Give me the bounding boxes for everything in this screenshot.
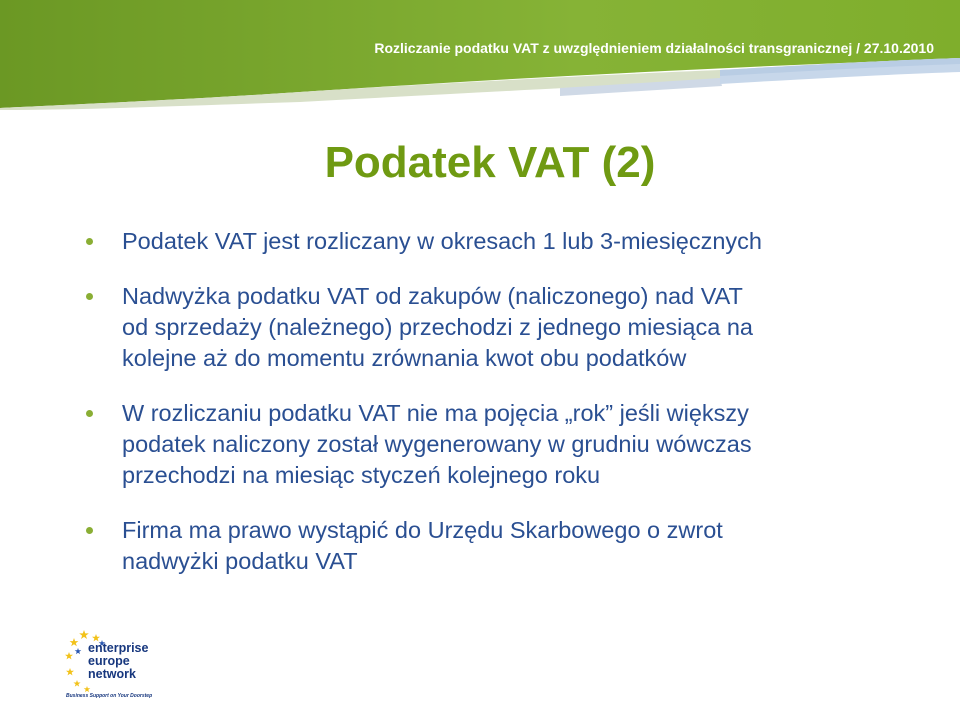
bullet-line: Nadwyżka podatku VAT od zakupów (naliczonego) nad VAT	[122, 283, 743, 309]
logo-wordmark: enterprise europe network	[88, 641, 149, 681]
bullet-line: podatek naliczony został wygenerowany w grudniu wówczas	[122, 431, 752, 457]
enterprise-europe-network-logo	[62, 628, 152, 702]
bullet-item	[86, 515, 886, 577]
bullet-line: przechodzi na miesiąc styczeń kolejnego roku	[122, 462, 601, 488]
bullet-item	[86, 226, 886, 257]
bullet-line: Firma ma prawo wystąpić do Urzędu Skarbowego o zwrot	[122, 517, 723, 543]
logo-tagline: Business Support on Your Doorstep	[66, 693, 153, 699]
bullet-line: kolejne aż do momentu zrównania kwot obu podatków	[122, 345, 687, 371]
bullet-line: W rozliczaniu podatku VAT nie ma pojęcia „rok” jeśli większy	[122, 400, 749, 426]
bullet-line: Podatek VAT jest rozliczany w okresach 1 lub 3-miesięcznych	[122, 228, 762, 254]
bullet-line: nadwyżki podatku VAT	[122, 548, 358, 574]
bullet-dot-icon	[86, 410, 93, 417]
bullet-list	[86, 226, 886, 601]
bullet-item	[86, 398, 886, 491]
header-title: Rozliczanie podatku VAT z uwzględnieniem działalności transgranicznej / 27.10.2010	[374, 40, 934, 56]
bullet-dot-icon	[86, 527, 93, 534]
bullet-dot-icon	[86, 238, 93, 245]
bullet-dot-icon	[86, 293, 93, 300]
bullet-line: od sprzedaży (należnego) przechodzi z jednego miesiąca na	[122, 314, 753, 340]
page-title: Podatek VAT (2)	[324, 138, 656, 187]
bullet-item	[86, 281, 886, 374]
